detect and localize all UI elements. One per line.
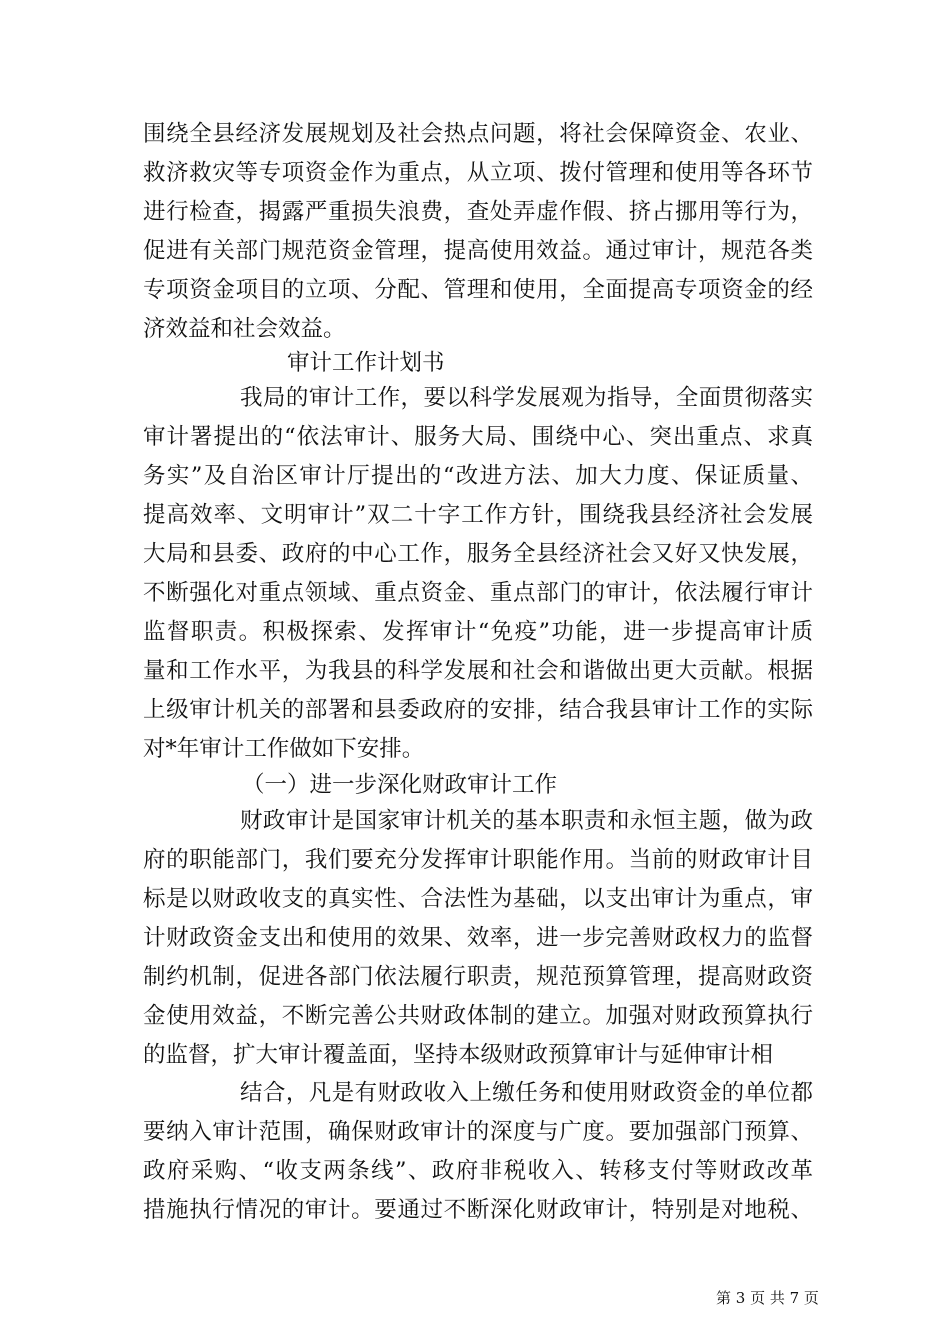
body-text-line: 措施执行情况的审计。要通过不断深化财政审计，特别是对地税、 bbox=[143, 1197, 813, 1223]
body-text-line: 监督职责。积极探索、发挥审计“免疫”功能，进一步提高审计质 bbox=[143, 619, 813, 645]
body-text-line: 结合，凡是有财政收入上缴任务和使用财政资金的单位都 bbox=[240, 1080, 813, 1106]
body-text-line: 大局和县委、政府的中心工作，服务全县经济社会又好又快发展， bbox=[143, 541, 813, 567]
body-text-line: 我局的审计工作，要以科学发展观为指导，全面贯彻落实 bbox=[240, 385, 813, 411]
page-number-footer: 第 3 页 共 7 页 bbox=[716, 1289, 819, 1307]
subsection-heading: （一）进一步深化财政审计工作 bbox=[242, 772, 558, 798]
body-text-line: 提高效率、文明审计”双二十字工作方针，围绕我县经济社会发展 bbox=[143, 502, 813, 528]
section-title: 审计工作计划书 bbox=[287, 350, 445, 376]
body-text-line: 制约机制，促进各部门依法履行职责，规范预算管理，提高财政资 bbox=[143, 964, 813, 990]
body-text-line: 府的职能部门，我们要充分发挥审计职能作用。当前的财政审计目 bbox=[143, 847, 813, 873]
body-text-line: 济效益和社会效益。 bbox=[143, 316, 346, 342]
body-text-line: 金使用效益，不断完善公共财政体制的建立。加强对财政预算执行 bbox=[143, 1003, 813, 1029]
body-text-line: 量和工作水平，为我县的科学发展和社会和谐做出更大贡献。根据 bbox=[143, 658, 813, 684]
body-text-line: 财政审计是国家审计机关的基本职责和永恒主题，做为政 bbox=[240, 808, 813, 834]
body-text-line: 进行检查，揭露严重损失浪费，查处弄虚作假、挤占挪用等行为， bbox=[143, 199, 813, 225]
body-text-line: 的监督，扩大审计覆盖面，坚持本级财政预算审计与延伸审计相 bbox=[143, 1042, 774, 1068]
body-text-line: 务实”及自治区审计厅提出的“改进方法、加大力度、保证质量、 bbox=[143, 463, 813, 489]
body-text-line: 不断强化对重点领域、重点资金、重点部门的审计，依法履行审计 bbox=[143, 580, 813, 606]
body-text-line: 围绕全县经济发展规划及社会热点问题，将社会保障资金、农业、 bbox=[143, 121, 813, 147]
body-text-line: 政府采购、“收支两条线”、政府非税收入、转移支付等财政改革 bbox=[143, 1158, 813, 1184]
body-text-line: 上级审计机关的部署和县委政府的安排，结合我县审计工作的实际 bbox=[143, 697, 813, 723]
body-text-line: 救济救灾等专项资金作为重点，从立项、拨付管理和使用等各环节 bbox=[143, 160, 813, 186]
body-text-line: 标是以财政收支的真实性、合法性为基础，以支出审计为重点，审 bbox=[143, 886, 813, 912]
body-text-line: 审计署提出的“依法审计、服务大局、围绕中心、突出重点、求真 bbox=[143, 424, 813, 450]
body-text-line: 要纳入审计范围，确保财政审计的深度与广度。要加强部门预算、 bbox=[143, 1119, 813, 1145]
body-text-line: 促进有关部门规范资金管理，提高使用效益。通过审计，规范各类 bbox=[143, 238, 813, 264]
body-text-line: 对*年审计工作做如下安排。 bbox=[143, 736, 425, 762]
body-text-line: 计财政资金支出和使用的效果、效率，进一步完善财政权力的监督 bbox=[143, 925, 813, 951]
body-text-line: 专项资金项目的立项、分配、管理和使用，全面提高专项资金的经 bbox=[143, 277, 813, 303]
